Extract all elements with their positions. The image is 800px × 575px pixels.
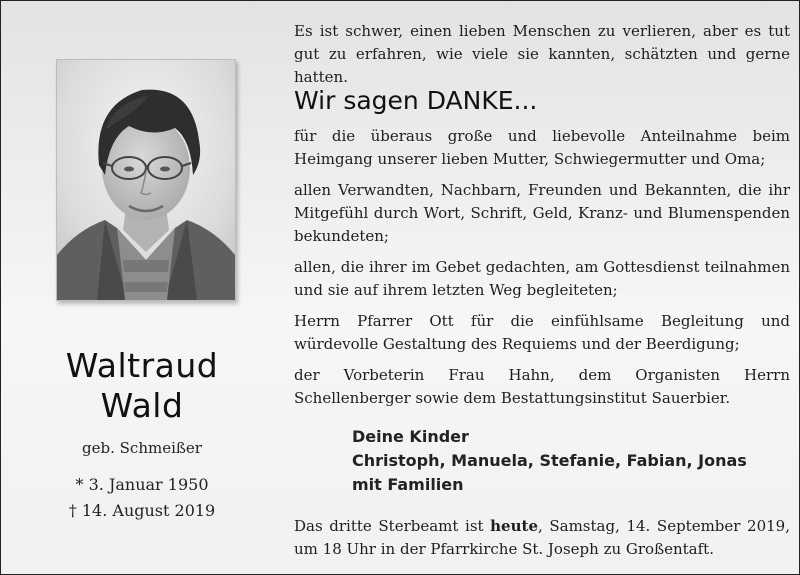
thanks-paragraph-3: allen, die ihrer im Gebet gedachten, am Gottesdienst teilnahmen und sie auf ihrem letzten Weg begleiteten; — [294, 258, 790, 299]
portrait-photo — [56, 59, 236, 301]
signature-line-2: Christoph, Manuela, Stefanie, Fabian, Jonas — [352, 451, 747, 470]
thanks-paragraph-5: der Vorbeterin Frau Hahn, dem Organisten Herrn Schellenberger sowie dem Bestattungsinstitut Sauerbier. — [294, 366, 790, 407]
portrait-icon — [57, 60, 235, 300]
notice-suffix: , Samstag, 14. September 2019, um 18 Uhr in der Pfarrkirche St. Joseph zu Großentaft. — [294, 517, 790, 558]
signature-line-1: Deine Kinder — [352, 427, 469, 446]
thanks-paragraph-4: Herrn Pfarrer Ott für die einfühlsame Begleitung und würdevolle Gestaltung des Requiems und der Beerdigung; — [294, 312, 790, 353]
notice-highlight: heute — [490, 517, 538, 535]
headline: Wir sagen DANKE... — [294, 86, 538, 115]
maiden-name: geb. Schmeißer — [82, 439, 202, 457]
thanks-paragraph-1: für die überaus große und liebevolle Anteilnahme beim Heimgang unserer lieben Mutter, Schwiegermutter und Oma; — [294, 127, 790, 168]
death-date: † 14. August 2019 — [68, 501, 216, 520]
deceased-first-name: Waltraud — [65, 346, 219, 385]
deceased-last-name: Wald — [100, 386, 184, 425]
left-column — [1, 1, 283, 574]
funeral-notice — [294, 515, 790, 561]
thanks-paragraph-2: allen Verwandten, Nachbarn, Freunden und Bekannten, die ihr Mitgefühl durch Wort, Schrift, Geld, Kranz- und Blumenspenden bekundeten; — [294, 181, 790, 245]
notice-prefix: Das dritte Sterbeamt ist — [294, 517, 491, 535]
signature-line-3: mit Familien — [352, 475, 464, 494]
birth-date: * 3. Januar 1950 — [75, 475, 209, 494]
intro-text: Es ist schwer, einen lieben Menschen zu verlieren, aber es tut gut zu erfahren, wie viele sie kannten, schätzten und gerne hatten. — [294, 22, 790, 86]
